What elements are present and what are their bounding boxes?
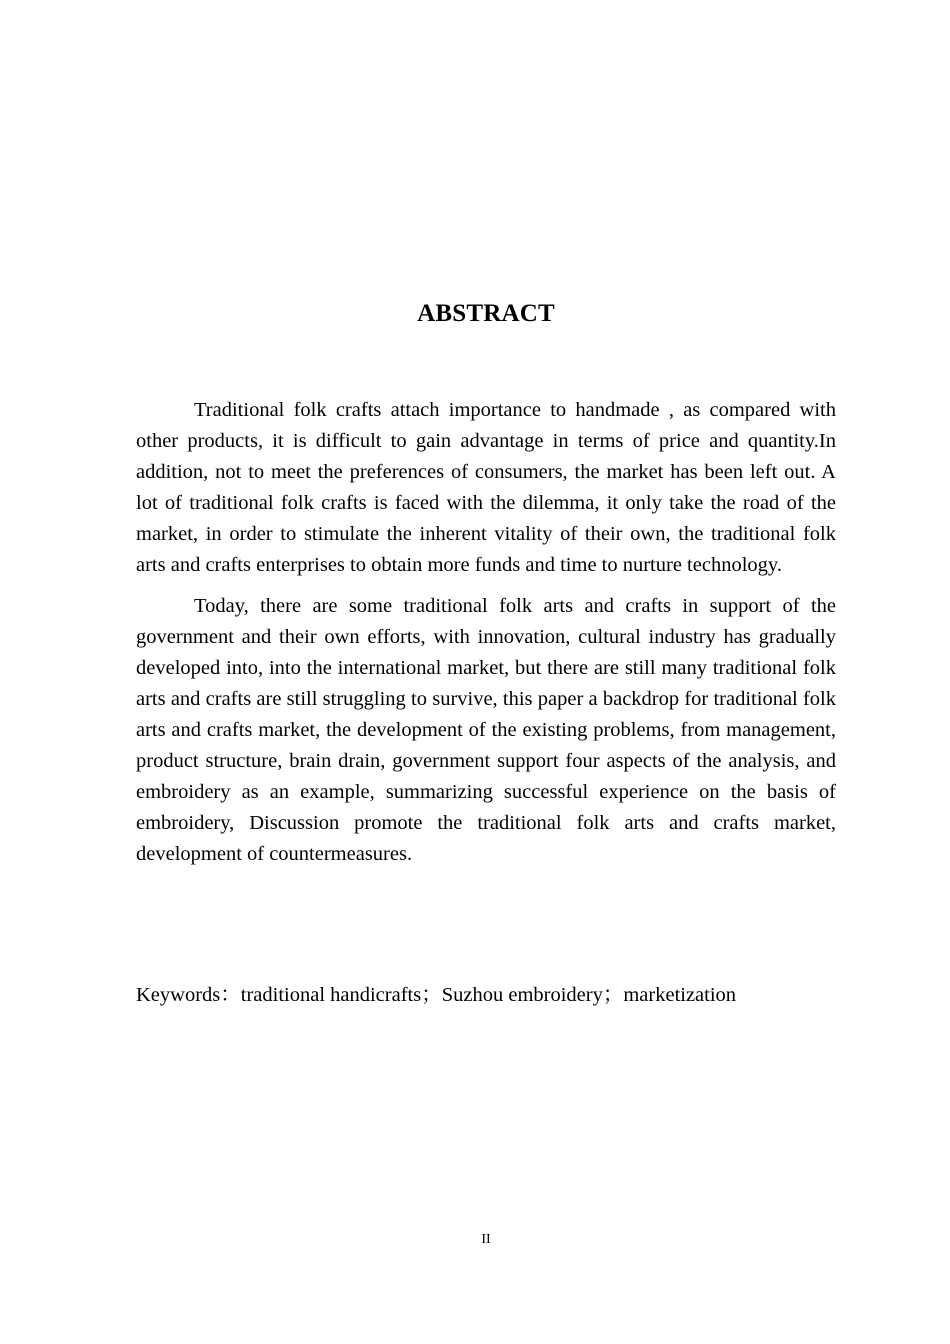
keywords-line <box>136 980 856 1011</box>
abstract-paragraph-2: Today, there are some traditional folk arts and crafts in support of the government and their own efforts, with innovation, cultural industry has gradually developed into, into the international market, but there are still many traditional folk arts and crafts are still struggling to survive, this paper a backdrop for traditional folk arts and crafts market, the development of the existing problems, from management, product structure, brain drain, government support four aspects of the analysis, and embroidery as an example, summarizing successful experience on the basis of embroidery, Discussion promote the traditional folk arts and crafts market, development of countermeasures. <box>136 595 836 865</box>
keyword-item: marketization <box>623 984 737 1006</box>
abstract-paragraph-1: Traditional folk crafts attach importance to handmade , as compared with other products, it is difficult to gain advantage in terms of price and quantity.In addition, not to meet the preferences of consumers, the market has been left out. A lot of traditional folk crafts is faced with the dilemma, it only take the road of the market, in order to stimulate the inherent vitality of their own, the traditional folk arts and crafts enterprises to obtain more funds and time to nurture technology. <box>136 399 836 576</box>
page-number: II <box>481 1232 491 1247</box>
keyword-item: Suzhou embroidery； <box>441 984 624 1006</box>
abstract-body <box>136 395 836 870</box>
keyword-item: traditional handicrafts； <box>240 984 442 1006</box>
abstract-title: ABSTRACT <box>417 300 555 327</box>
keywords-label: Keywords： <box>136 984 241 1006</box>
